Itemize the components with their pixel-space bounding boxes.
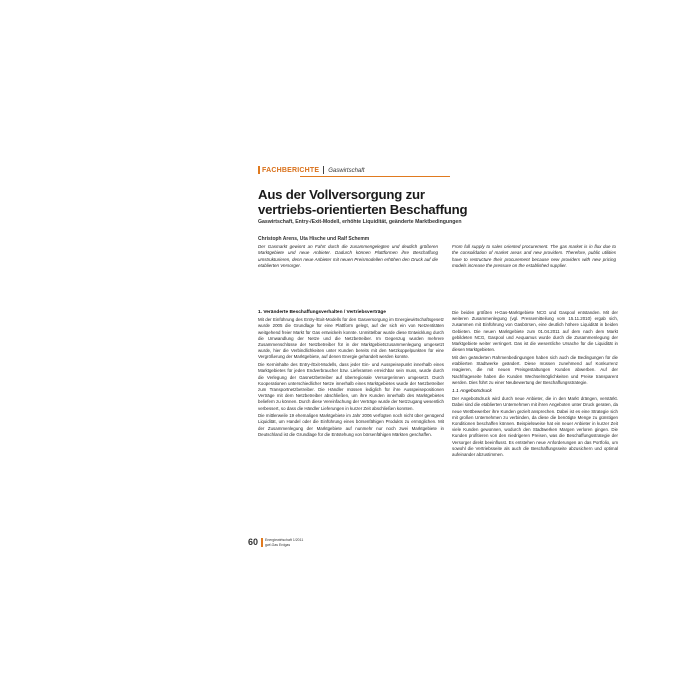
section-header [258,166,365,176]
body-paragraph: Mit der Einführung des Entry-/Exit-Modells für den Gasversorgung im Energiewirtschaftsgesetz wurde 2005 die Grundlage für eine Plattform gelegt, auf der sich ein von Netzentitäten weitgehend freier Markt für Gas entwickeln konnte. Unmittelbar wurde diese Entwicklung durch die Umwandlung der Netze und die Netzbetreiber. Im Gegenzug wurden mehrere Zusammenschlüsse der Netzbetreiber für in der Marktgebietszusammenlegung umgesetzt wurde, hier die Verbindlichkeiten unter Kunden bereits mit den Netzkoppelpunkten für eine Vergrößerung der Marktgebiete, auf denen Energie gehandelt werden konnte. [258,317,444,360]
abstract-german: Der Gasmarkt gewinnt an Fahrt durch die zusammengelegten und deutlich größeren Marktgebiete und neue Anbieter. Dadurch können Plattformen ihre Beschaffung umstrukturieren, denn neue Anbieter mit neuen Preismodellen erhöhen den Druck auf die etablierten Versorger. [258,244,438,269]
section-heading: 1.1 Angebotsdruck [452,388,492,394]
footer-line-1: Energiewirtschaft 1/2011 [265,538,304,542]
article-subtitle: Gaswirtschaft, Entry-/Exit-Modell, erhöhte Liquidität, geänderte Marktbedingungen [258,219,462,225]
footer-accent-bar [261,538,263,547]
body-paragraph: Die Kerninhalte des Entry-/Exit-Modells, dass jeder Ein- und Ausspeisepunkt innerhalb eines Marktgebietes für jeden Endverbraucher bzw. Lieferanten erreichbar sein muss, wurde durch die Verlegung der Gasnetzbetreiber auf überregionale Versorgerinnen umgesetzt. Durch Kooperationen unterschiedlicher Netze innerhalb eines Marktgebietes wurde der Netzbetreiber zum Transportnetzbetreiber. Die Händler müssen lediglich für ihre Ausspeisepositionen Verträge mit dem Netzbetreiber abschließen, um ihre Kunden innerhalb des Marktgebietes beliefern zu können. Durch diese Vereinfachung der Verträge wurde der Netzzugang wesentlich verbessert, so dass die Händler Lieferungen in kurzer Zeit abschließen konnten. [258,362,444,411]
section-accent-bar [258,166,260,174]
body-paragraph: Mit den geänderten Rahmenbedingungen haben sich auch die Bedingungen für die etablierten Stadtwerke geändert. Diese müssen zunehmend auf Konkurrenz reagieren, die mit neuen Preisgestaltungen Kunden abwerben. Auf der Nachfrageseite haben die Kunden Wechselmöglichkeiten und Preise transparent werden. Dies führt zu einer Neubewertung der Beschaffungsstrategie. [452,354,618,385]
body-paragraph: Der Angebotsdruck wird durch neue Anbieter, die in den Markt drängen, verstärkt. Dabei sind die etablierten Unternehmen mit ihren Angeboten unter Druck geraten, da neue Wettbewerber ihre Kunden gezielt ansprechen. Dabei ist es eine Strategie sich mit großen Unternehmen zu verbinden, da diese die benötigte Menge zu günstigen Konditionen beschaffen können. Beispielsweise hat ein neuer Anbieter in kurzer Zeit viele Kunden gewonnen, wodurch den Stadtwerken Margen verloren gingen. Die Kunden profitieren von den niedrigeren Preisen, was die Beschaffungsstrategie der Versorger direkt beeinflusst. Es entstehen neue Anforderungen an das Portfolio, um sowohl die Vertriebsseite als auch die Beschaffungsseite abzusichern und optimal aufeinander abzustimmen. [452,396,618,457]
title-line-1: Aus der Vollversorgung zur [258,187,425,202]
article-title [258,188,478,217]
footer-journal [265,538,303,547]
body-paragraph: Die mittlerweile 19 ehemaligen Marktgebiete im Jahr 2006 verfügten noch nicht über genügend Liquidität, um Handel oder die Einführung eines börsenfähigen Produkts zu ermöglichen. Mit der Zusammenlegung der Marktgebiete auf nunmehr nur noch zwei Marktgebiete in Deutschland ist die Grundlage für die Entstehung von börsenfähigen Märkten geschaffen. [258,413,444,437]
body-column-right [452,310,618,460]
header-rule [300,176,450,177]
body-paragraph: Die beiden größten H-Gas-Marktgebiete NCG und Gaspool entstanden. Mit der weiteren Zusammenlegung (vgl. Pressemitteilung vom 15.11.2010) ergab sich, zusammen mit Einführung von Gasbörsen, eine deutlich höhere Liquidität in beiden Gebieten. Die neuen Marktgebiete zum 01.04.2011 auf dem nach dem Markt gebildeten NCG, Gaspool und Aequamus wurde durch die Zusammenlegung der Marktgebiete weiter verringert. Das ist die wesentliche Ursache für die Liquidität in diesen Marktgebieten. [452,310,618,353]
article-authors: Christoph Arens, Uta Hische und Ralf Schemm [258,236,370,242]
title-line-2: vertriebs-orientierten Beschaffung [258,201,468,217]
category-label: Gaswirtschaft [328,168,365,174]
header-separator [323,166,324,174]
page-number: 60 [248,537,259,547]
abstract-english: From full supply to sales oriented procurement. The gas market is in flux due to the consolidation of market areas and new providers. Therefore, public utilities have to restructure their procurement because new providers with new pricing models increase the pressure on the established supplier. [452,244,616,269]
section-heading: 1. Veränderte Beschaffungsverhalten / Vertriebsverträge [258,310,386,315]
footer-line-2: gwf-Gas Erdgas [265,542,291,547]
section-label: FACHBERICHTE [262,167,320,174]
body-column-left [258,310,444,440]
